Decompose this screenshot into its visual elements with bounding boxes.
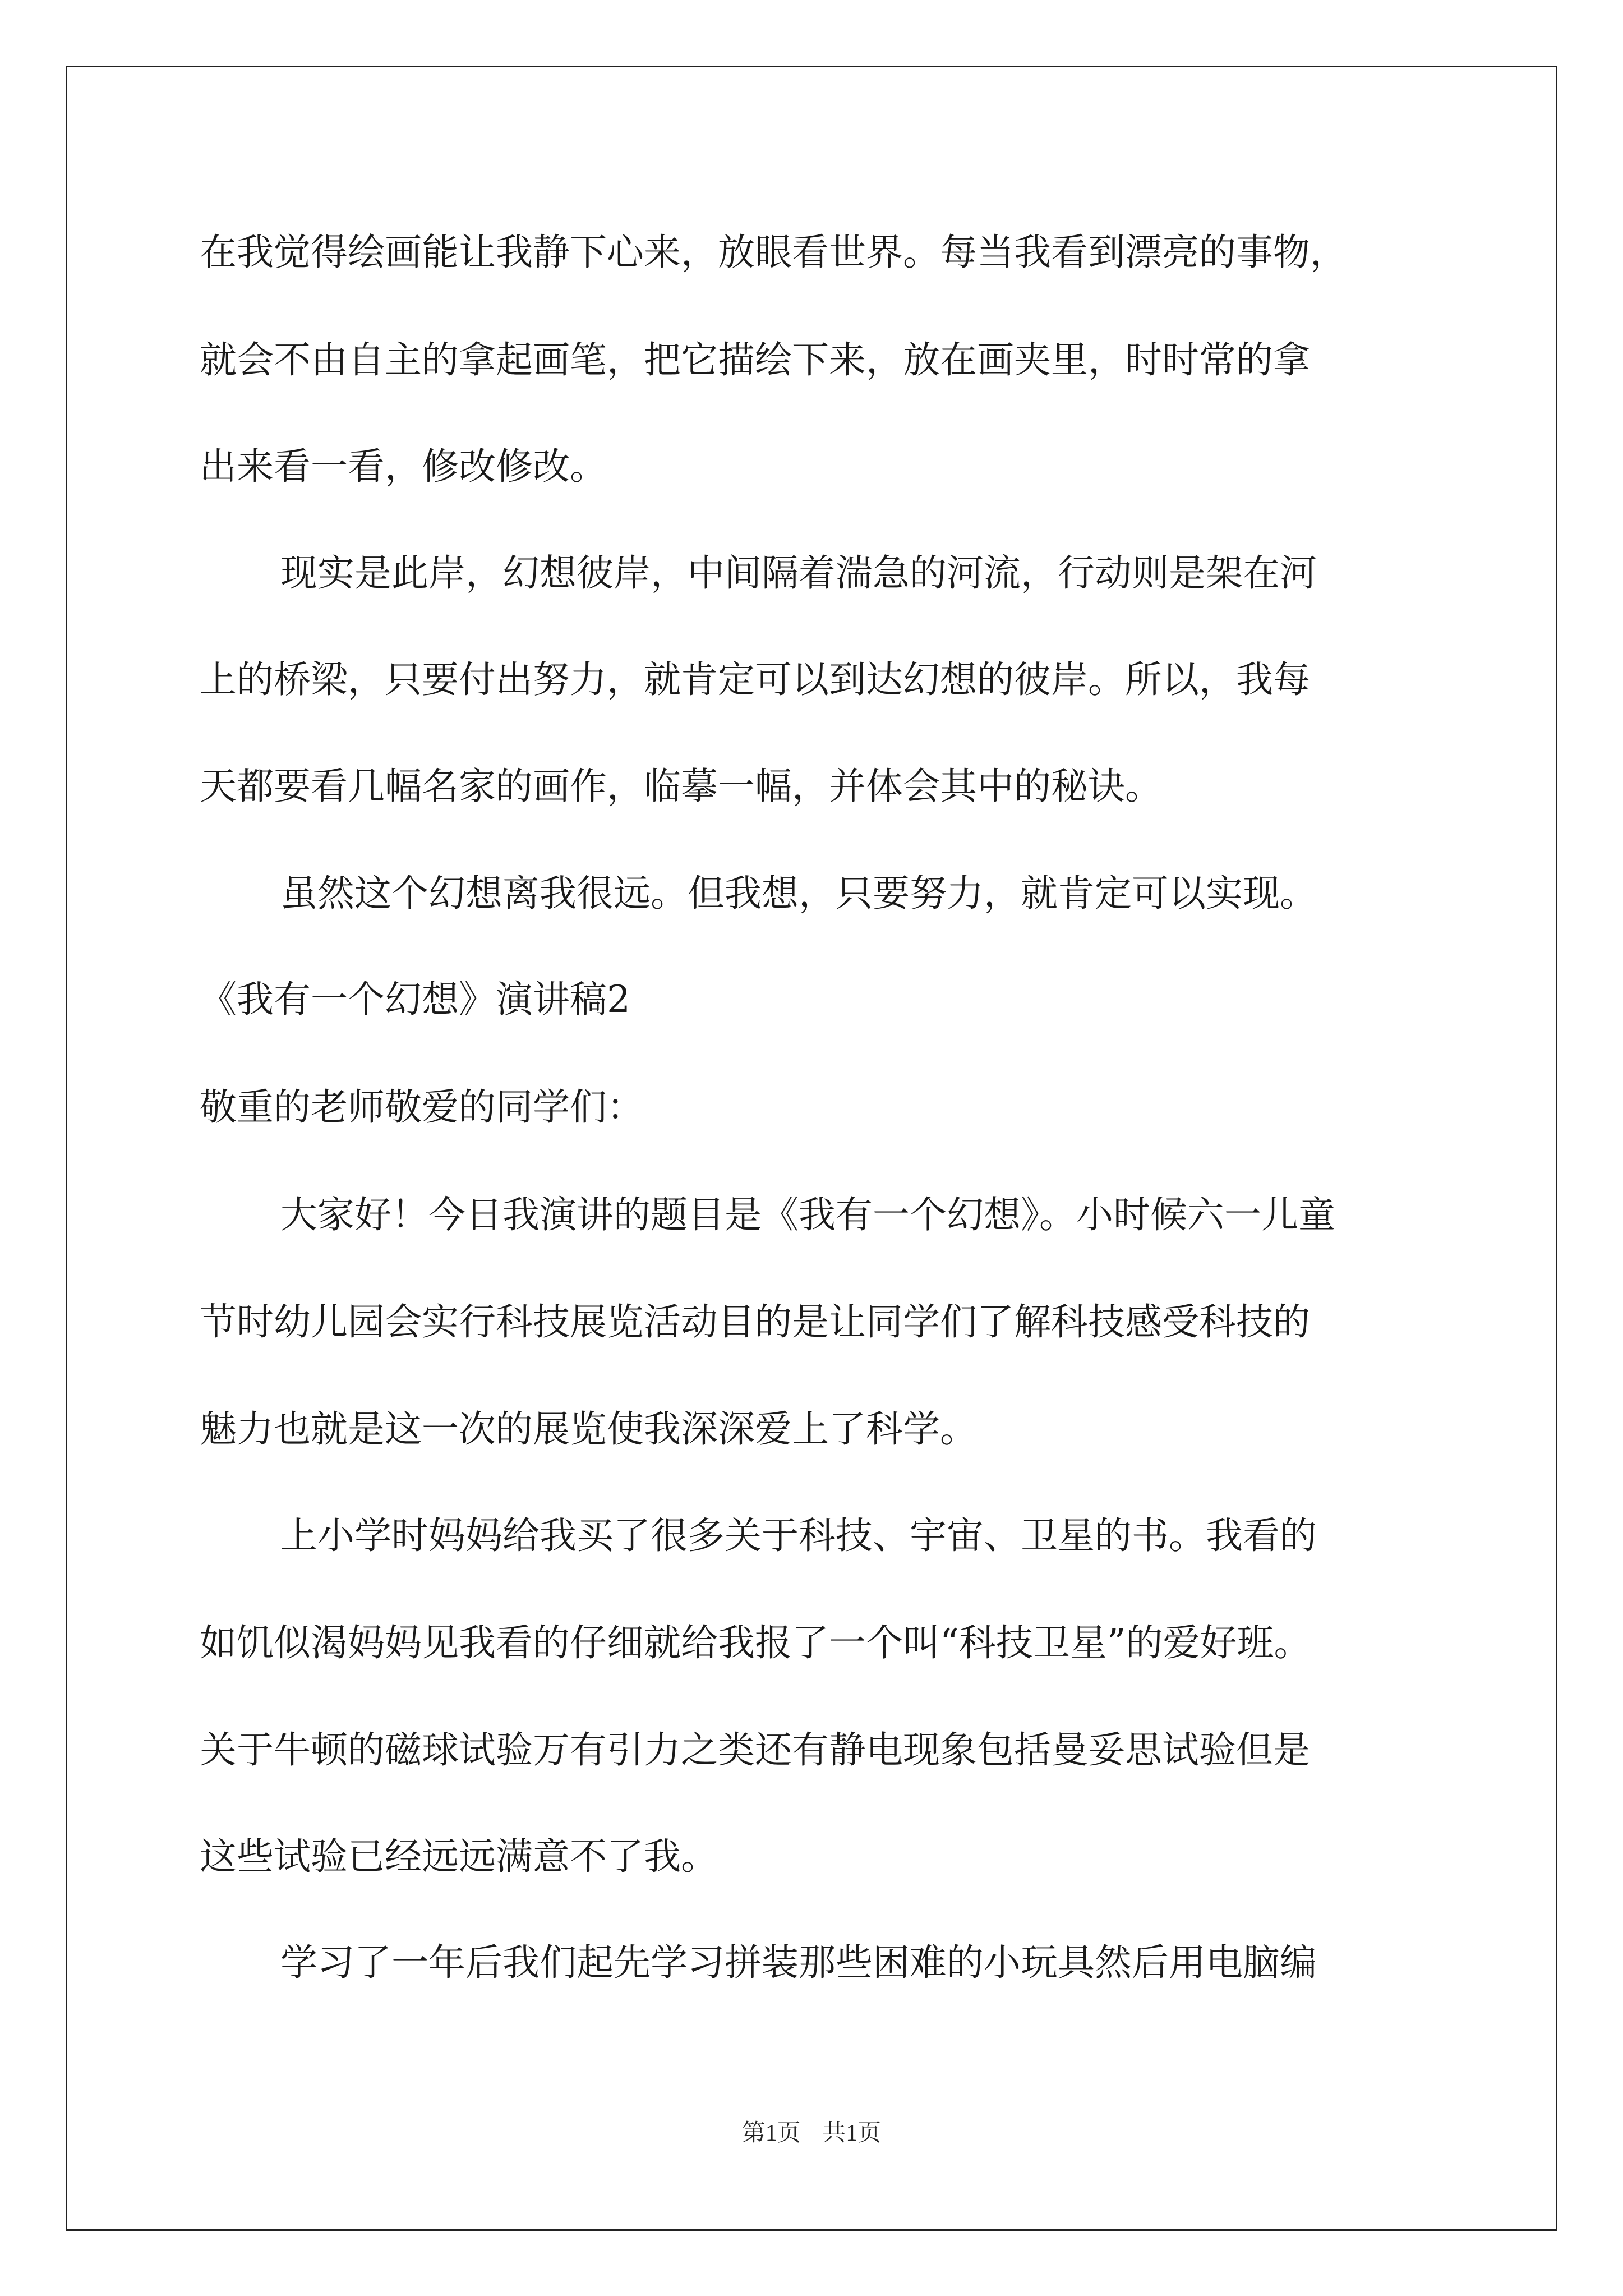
page-number: 第1页 [741,2120,801,2146]
page-border [66,66,1557,2231]
text-line: 上的桥梁，只要付出努力，就肯定可以到达幻想的彼岸。所以，我每 [200,658,1310,701]
text-line: 天都要看几幅名家的画作，临摹一幅，并体会其中的秘诀。 [200,765,1162,808]
paragraph-start: 学习了一年后我们起先学习拼装那些困难的小玩具然后用电脑编 [280,1941,1317,1984]
text-line: 这些试验已经远远满意不了我。 [200,1835,718,1878]
page-total: 共1页 [822,2120,882,2146]
text-line: 关于牛顿的磁球试验万有引力之类还有静电现象包括曼妥思试验但是 [200,1728,1310,1772]
paragraph-start: 虽然这个幻想离我很远。但我想，只要努力，就肯定可以实现。 [280,872,1317,915]
paragraph-start: 大家好！今日我演讲的题目是《我有一个幻想》。小时候六一儿童 [280,1193,1335,1236]
text-line: 就会不由自主的拿起画笔，把它描绘下来，放在画夹里，时时常的拿 [200,338,1310,381]
text-line: 魅力也就是这一次的展览使我深深爱上了科学。 [200,1407,977,1451]
page-footer [0,2119,1623,2147]
paragraph-start: 上小学时妈妈给我买了很多关于科技、宇宙、卫星的书。我看的 [280,1514,1317,1557]
paragraph-start: 现实是此岸，幻想彼岸，中间隔着湍急的河流，行动则是架在河 [280,551,1317,595]
text-line: 节时幼儿园会实行科技展览活动目的是让同学们了解科技感受科技的 [200,1300,1310,1343]
text-line: 在我觉得绘画能让我静下心来，放眼看世界。每当我看到漂亮的事物， [200,231,1347,274]
text-line: 出来看一看，修改修改。 [200,445,607,488]
salutation: 敬重的老师敬爱的同学们： [200,1085,644,1129]
section-title: 《我有一个幻想》演讲稿2 [200,978,630,1021]
text-line: 如饥似渴妈妈见我看的仔细就给我报了一个叫“科技卫星”的爱好班。 [200,1621,1311,1664]
